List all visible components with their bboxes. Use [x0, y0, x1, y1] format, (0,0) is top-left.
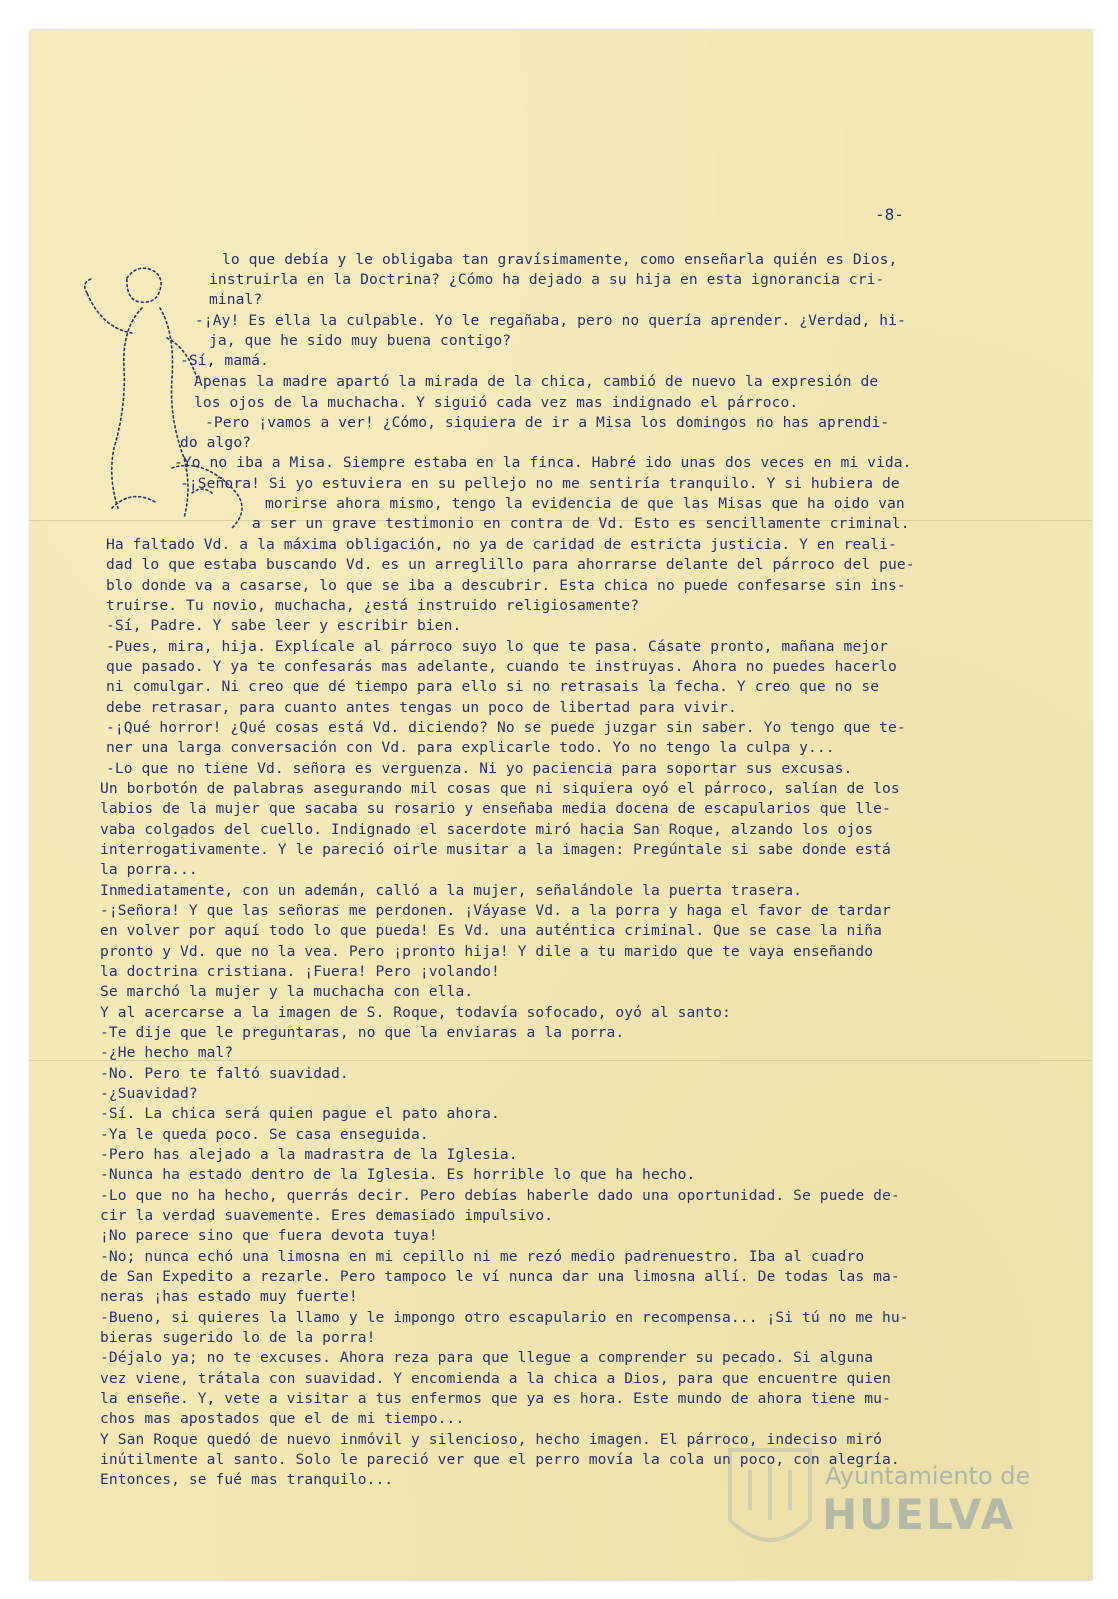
text-line: neras ¡has estado muy fuerte! [100, 1288, 358, 1305]
text-line: ner una larga conversación con Vd. para explicarle todo. Yo no tengo la culpa y... [106, 739, 835, 756]
text-line: inútilmente al santo. Solo le pareció ver que el perro movía la cola un poco, con alegría. [100, 1451, 900, 1468]
text-line: en volver por aquí todo lo que pueda! Es Vd. una auténtica criminal. Que se case la niña [100, 922, 882, 939]
watermark-line-1: Ayuntamiento de [825, 1462, 1031, 1490]
text-line: Ha faltado Vd. a la máxima obligación, no ya de caridad de estricta justicia. Y en reali- [106, 536, 897, 553]
text-line: dad lo que estaba buscando Vd. es un arreglillo para ahorrarse delante del párroco del pue- [106, 556, 915, 573]
text-line: Un borbotón de palabras asegurando mil cosas que ni siquiera oyó el párroco, salían de los [100, 780, 900, 797]
text-line: -Lo que no tiene Vd. señora es verguenza. Ni yo paciencia para soportar sus excusas. [106, 760, 853, 777]
text-line: -Ya le queda poco. Se casa enseguida. [100, 1126, 429, 1143]
text-line: ni comulgar. Ni creo que dé tiempo para ello si no retrasais la fecha. Y creo que no se [106, 678, 880, 695]
text-line: los ojos de la muchacha. Y siguió cada vez mas indignado el párroco. [194, 394, 799, 411]
text-line: que pasado. Y ya te confesarás mas adelante, cuando te instruyas. Ahora no puedes hacerlo [106, 658, 897, 675]
text-line: lo que debía y le obligaba tan gravísimamente, como enseñarla quién es Dios, [222, 251, 898, 268]
text-line: vez viene, trátala con suavidad. Y encomienda a la chica a Dios, para que encuentre quien [100, 1370, 891, 1387]
text-line: vaba colgados del cuello. Indignado el sacerdote miró hacia San Roque, alzando los ojos [100, 821, 874, 838]
text-line: Inmediatamente, con un ademán, calló a la mujer, señalándole la puerta trasera. [100, 882, 803, 899]
text-line: -Lo que no ha hecho, querrás decir. Pero debías haberle dado una oportunidad. Se puede de- [100, 1187, 900, 1204]
text-line: do algo? [180, 434, 252, 451]
text-line: -No; nunca echó una limosna en mi cepillo ni me rezó medio padrenuestro. Iba al cuadro [100, 1248, 865, 1265]
text-line: interrogativamente. Y le pareció oirle musitar a la imagen: Pregúntale si sabe donde está [100, 841, 891, 858]
page-number: -8- [875, 205, 904, 224]
text-line: -Sí, Padre. Y sabe leer y escribir bien. [106, 617, 462, 634]
text-line: minal? [209, 291, 263, 308]
text-line: -Te dije que le preguntaras, no que la enviaras a la porra. [100, 1024, 625, 1041]
text-line: la enseñe. Y, vete a visitar a tus enfermos que ya es hora. Este mundo de ahora tiene mu- [100, 1390, 891, 1407]
text-line: -¡Señora! Si yo estuviera en su pellejo no me sentiría tranquilo. Y si hubiera de [180, 475, 900, 492]
text-line: ja, que he sido muy buena contigo? [209, 332, 512, 349]
text-line: Entonces, se fué mas tranquilo... [100, 1471, 394, 1488]
text-line: -¿Suavidad? [100, 1085, 198, 1102]
text-line: instruirla en la Doctrina? ¿Cómo ha dejado a su hija en esta ignorancia cri- [209, 271, 885, 288]
text-line: blo donde va a casarse, lo que se iba a descubrir. Esta chica no puede confesarse sin ins- [106, 577, 906, 594]
text-line: -Pero ¡vamos a ver! ¿Cómo, siquiera de ir a Misa los domingos no has aprendi- [205, 414, 890, 431]
text-line: chos mas apostados que el de mi tiempo... [100, 1410, 465, 1427]
text-line: la doctrina cristiana. ¡Fuera! Pero ¡volando! [100, 963, 500, 980]
text-line: -Pero has alejado a la madrastra de la Iglesia. [100, 1146, 518, 1163]
text-line: morirse ahora mismo, tengo la evidencia de que las Misas que ha oido van [265, 495, 905, 512]
text-line: cir la verdad suavemente. Eres demasiado impulsivo. [100, 1207, 554, 1224]
text-line: -¡Ay! Es ella la culpable. Yo le regañaba, pero no quería aprender. ¿Verdad, hi- [195, 312, 906, 329]
text-line: -¡Señora! Y que las señoras me perdonen. ¡Váyase Vd. a la porra y haga el favor de tardar [100, 902, 891, 919]
text-line: -No. Pero te faltó suavidad. [100, 1065, 349, 1082]
text-line: -Sí, mamá. [180, 352, 269, 369]
text-line: Y San Roque quedó de nuevo inmóvil y silencioso, hecho imagen. El párroco, indeciso miró [100, 1431, 882, 1448]
watermark-line-2: HUELVA [822, 1490, 1016, 1539]
text-line: labios de la mujer que sacaba su rosario y enseñaba media docena de escapularios que lle- [100, 800, 891, 817]
text-line: -Nunca ha estado dentro de la Iglesia. Es horrible lo que ha hecho. [100, 1166, 696, 1183]
text-line: pronto y Vd. que no la vea. Pero ¡pronto hija! Y dile a tu marido que te vaya enseñando [100, 943, 874, 960]
text-line: -Pues, mira, hija. Explícale al párroco suyo lo que te pasa. Cásate pronto, mañana mejor [106, 638, 888, 655]
text-line: ¡No parece sino que fuera devota tuya! [100, 1227, 438, 1244]
text-line: -Bueno, si quieres la llamo y le impongo otro escapulario en recompensa... ¡Si tú no me hu- [100, 1309, 909, 1326]
text-line: -Yo no iba a Misa. Siempre estaba en la finca. Habré ido unas dos veces en mi vida. [174, 454, 912, 471]
text-line: de San Expedito a rezarle. Pero tampoco le ví nunca dar una limosna allí. De todas las ma- [100, 1268, 900, 1285]
text-line: la porra... [100, 861, 198, 878]
text-line: -¿He hecho mal? [100, 1044, 234, 1061]
text-line: Y al acercarse a la imagen de S. Roque, todavía sofocado, oyó al santo: [100, 1004, 731, 1021]
text-line: a ser un grave testimonio en contra de Vd. Esto es sencillamente criminal. [252, 515, 910, 532]
text-line: -Sí. La chica será quien pague el pato ahora. [100, 1105, 500, 1122]
text-line: truirse. Tu novio, muchacha, ¿está instruido religiosamente? [106, 597, 640, 614]
text-line: Se marchó la mujer y la muchacha con ella. [100, 983, 474, 1000]
text-line: debe retrasar, para cuanto antes tengas un poco de libertad para vivir. [106, 699, 737, 716]
text-line: bieras sugerido lo de la porra! [100, 1329, 376, 1346]
text-line: -Déjalo ya; no te excuses. Ahora reza para que llegue a comprender su pecado. Si alguna [100, 1349, 874, 1366]
text-line: Apenas la madre apartó la mirada de la chica, cambió de nuevo la expresión de [194, 373, 879, 390]
text-line: -¡Qué horror! ¿Qué cosas está Vd. diciendo? No se puede juzgar sin saber. Yo tengo que te- [106, 719, 906, 736]
